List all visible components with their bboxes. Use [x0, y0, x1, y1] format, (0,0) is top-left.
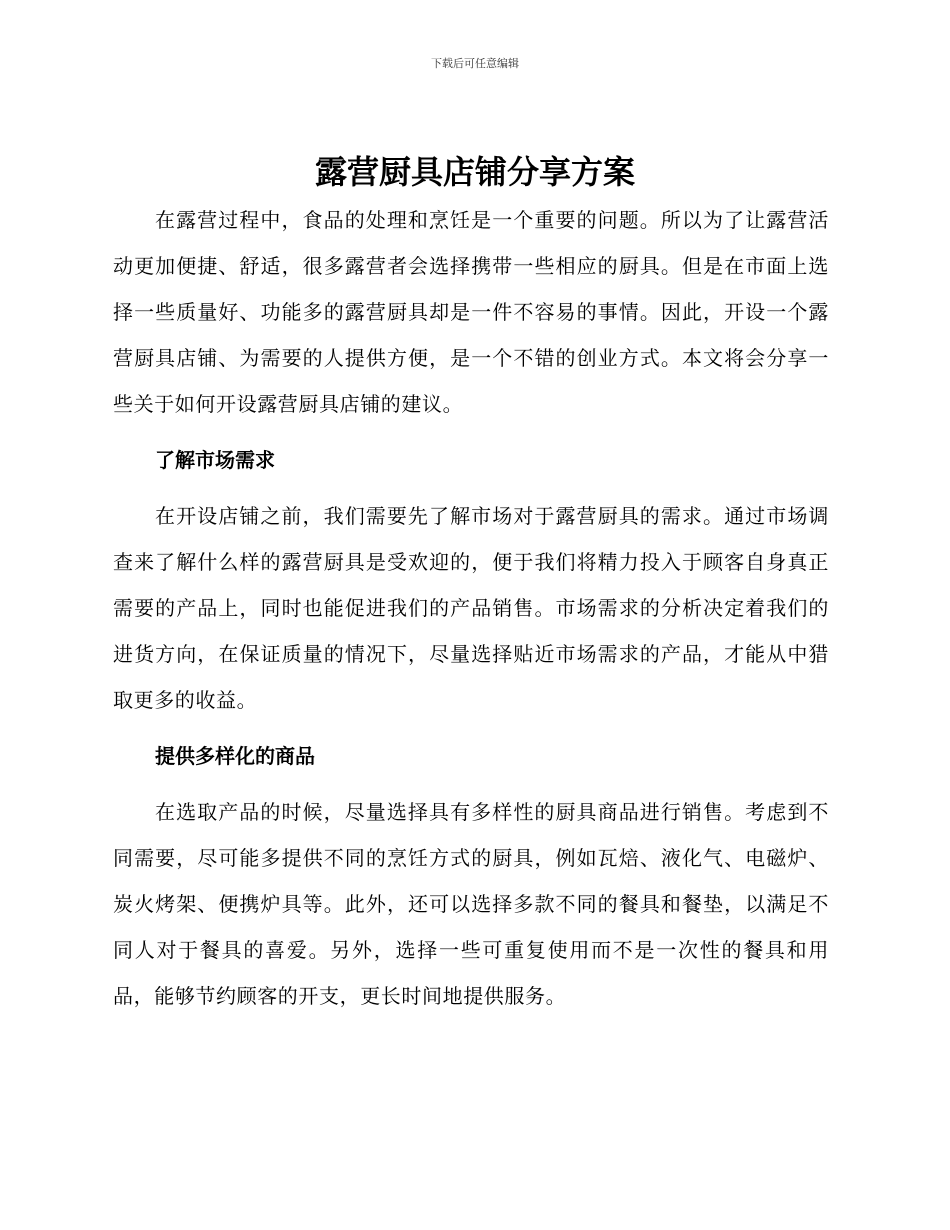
section-paragraph-market-demand: 在开设店铺之前，我们需要先了解市场对于露营厨具的需求。通过市场调查来了解什么样的露营厨具是受欢迎的，便于我们将精力投入于顾客自身真正需要的产品上，同时也能促进我们的产品销售。市场需求的分析决定着我们的进货方向，在保证质量的情况下，尽量选择贴近市场需求的产品，才能从中猎取更多的收益。 — [113, 504, 829, 712]
document-title: 露营厨具店铺分享方案 — [314, 153, 635, 191]
intro-paragraph: 在露营过程中，食品的处理和烹饪是一个重要的问题。所以为了让露营活动更加便捷、舒适，很多露营者会选择携带一些相应的厨具。但是在市面上选择一些质量好、功能多的露营厨具却是一件不容易的事情。因此，开设一个露营厨具店铺、为需要的人提供方便，是一个不错的创业方式。本文将会分享一些关于如何开设露营厨具店铺的建议。 — [113, 208, 829, 416]
section-heading-diverse-products: 提供多样化的商品 — [155, 744, 315, 768]
section-heading-market-demand: 了解市场需求 — [155, 448, 275, 472]
section-paragraph-diverse-products: 在选取产品的时候，尽量选择具有多样性的厨具商品进行销售。考虑到不同需要，尽可能多提供不同的烹饪方式的厨具，例如瓦焙、液化气、电磁炉、炭火烤架、便携炉具等。此外，还可以选择多款不同的餐具和餐垫，以满足不同人对于餐具的喜爱。另外，选择一些可重复使用而不是一次性的餐具和用品，能够节约顾客的开支，更长时间地提供服务。 — [113, 800, 829, 1008]
document-body — [113, 197, 829, 1019]
header-note: 下载后可任意编辑 — [431, 57, 519, 70]
